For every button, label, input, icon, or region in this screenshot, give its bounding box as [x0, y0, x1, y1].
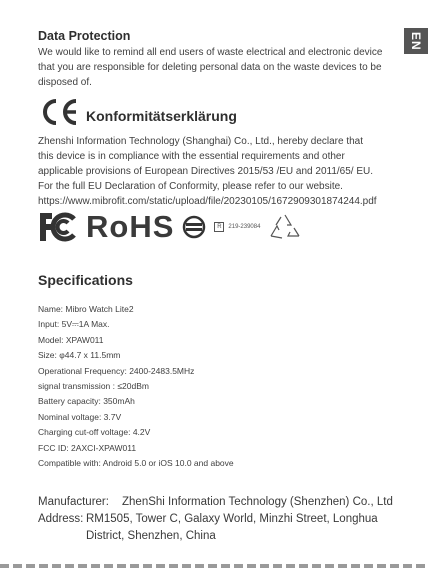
spec-line: Size: φ44.7 x 11.5mm — [38, 350, 121, 361]
text-line: We would like to remind all end users of waste electrical and electronic device — [38, 47, 383, 58]
spec-line: signal transmission : ≤20dBm — [38, 381, 149, 392]
conformity-url: https://www.mibrofit.com/static/upload/file/20230105/1672909301874244.pdf — [38, 196, 377, 207]
text-line: Zhenshi Information Technology (Shanghai) Co., Ltd., hereby declare that — [38, 136, 364, 147]
spec-line: Name: Mibro Watch Lite2 — [38, 304, 134, 314]
specifications-title: Specifications — [38, 272, 133, 288]
conformity-title: Konformitätserklärung — [86, 108, 237, 124]
manufacturer-value: ZhenShi Information Technology (Shenzhen) Co., Ltd — [122, 496, 393, 508]
conformity-text — [38, 134, 377, 209]
recycle-icon — [268, 212, 302, 242]
language-tab: EN — [404, 28, 428, 54]
rohs-logo: RoHS — [86, 209, 175, 244]
cert-box-icon: R — [214, 222, 224, 232]
address-label: Address: — [38, 513, 84, 525]
spec-line: FCC ID: 2AXCI-XPAW011 — [38, 442, 137, 453]
manufacturer-label: Manufacturer: — [38, 496, 109, 508]
spec-line: Input: 5V⎓1A Max. — [38, 319, 110, 330]
text-line: disposed of. — [38, 77, 92, 88]
text-line: this device is in compliance with the essential requirements and other — [38, 151, 345, 162]
address-row — [38, 511, 393, 545]
address-line: District, Shenzhen, China — [86, 530, 216, 542]
china-ccc-mark-icon — [182, 215, 206, 239]
spec-line: Operational Frequency: 2400-2483.5MHz — [38, 365, 195, 376]
spec-line: Charging cut-off voltage: 4.2V — [38, 427, 151, 438]
certification-logos — [38, 209, 302, 245]
ce-mark-icon — [38, 98, 80, 126]
bottom-dashed-border — [0, 564, 428, 568]
conformity-header — [38, 98, 237, 126]
spec-line: Battery capacity: 350mAh — [38, 396, 135, 407]
radio-cert — [214, 222, 260, 232]
data-protection-text — [38, 45, 382, 90]
data-protection-title: Data Protection — [38, 29, 131, 43]
spec-line: Compatible with: Android 5.0 or iOS 10.0 and above — [38, 458, 234, 469]
text-line: applicable provisions of European Directives 2015/53 /EU and 2011/65/ EU. — [38, 166, 374, 177]
address-line: RM1505, Tower C, Galaxy World, Minzhi Street, Longhua — [86, 513, 378, 525]
manufacturer-block — [38, 494, 393, 545]
specifications-list — [38, 302, 234, 471]
fcc-logo-icon — [38, 211, 78, 243]
text-line: that you are responsible for deleting personal data on the waste devices to be — [38, 62, 382, 73]
text-line: For the full EU Declaration of Conformity, please refer to our website. — [38, 181, 343, 192]
cert-number: 219-239084 — [228, 224, 261, 230]
address-value — [86, 511, 378, 545]
manufacturer-row — [38, 494, 393, 511]
spec-line: Nominal voltage: 3.7V — [38, 411, 122, 422]
spec-line: Model: XPAW011 — [38, 334, 104, 345]
